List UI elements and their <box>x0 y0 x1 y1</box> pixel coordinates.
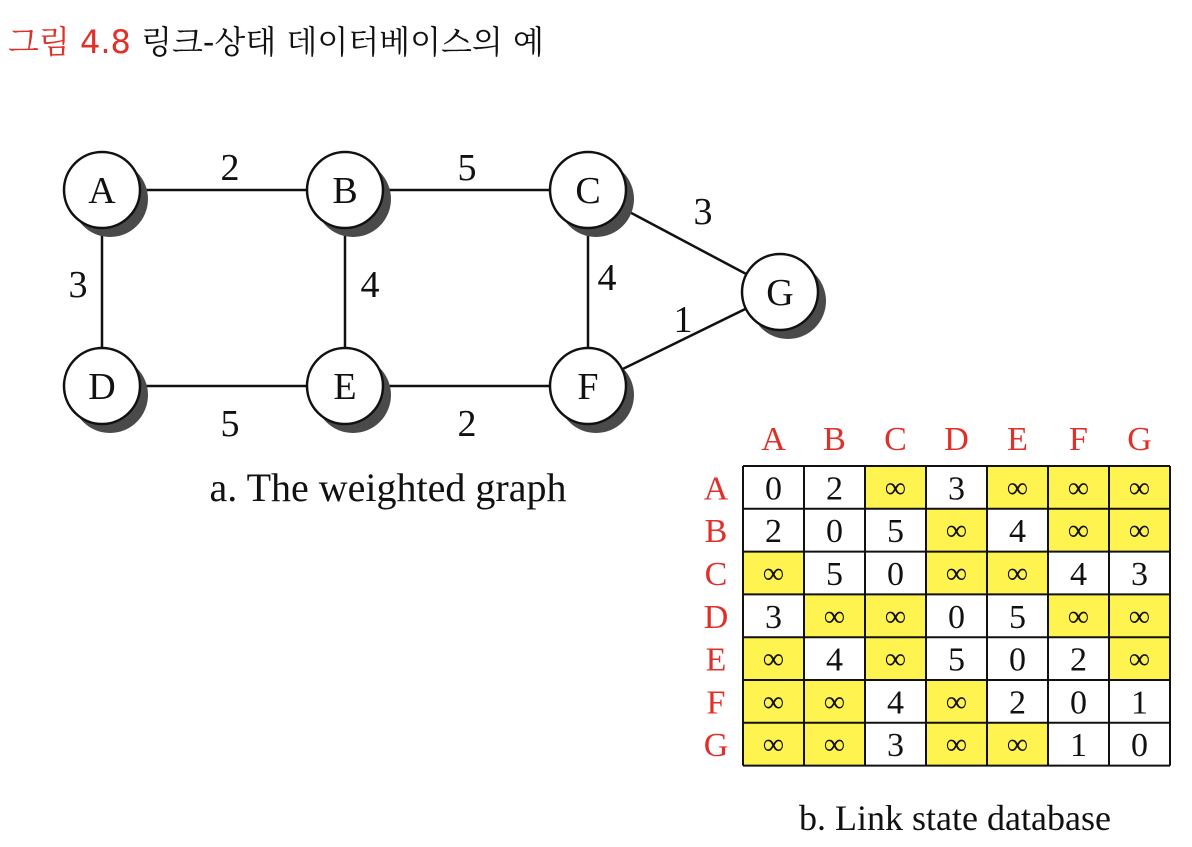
link-state-table <box>704 421 1170 766</box>
node-label: E <box>333 366 357 408</box>
row-header-b: B <box>704 513 728 551</box>
table-cell: ∞ <box>1128 642 1151 676</box>
table-cell: ∞ <box>884 471 907 505</box>
table-cell: ∞ <box>945 728 968 762</box>
table-cell: ∞ <box>945 514 968 548</box>
table-row-b <box>705 509 1170 552</box>
table-cell: 5 <box>887 513 904 551</box>
column-header-f: F <box>1069 421 1088 458</box>
edge-weight-d-e: 5 <box>220 403 240 445</box>
table-cell: 4 <box>887 684 904 722</box>
column-header-b: B <box>823 421 846 458</box>
table-cell: ∞ <box>1006 728 1029 762</box>
table-cell: ∞ <box>1128 471 1151 505</box>
table-cell: ∞ <box>762 557 785 590</box>
table-cell: 3 <box>887 727 904 765</box>
node-label: D <box>88 366 116 408</box>
table-cell: 0 <box>826 513 843 551</box>
graph-caption: a. The weighted graph <box>209 465 567 510</box>
row-header-f: F <box>706 684 726 722</box>
edge-weight-a-b: 2 <box>220 147 240 189</box>
table-cell: 0 <box>1009 641 1026 679</box>
node-e <box>307 348 391 433</box>
edge-weight-b-e: 4 <box>360 264 380 306</box>
table-cell: 3 <box>948 470 965 508</box>
table-cell: 0 <box>765 470 782 508</box>
node-c <box>550 152 634 237</box>
row-header-d: D <box>703 598 729 636</box>
edge-weight-b-c: 5 <box>457 147 477 189</box>
table-row-g <box>704 723 1170 766</box>
table-cell: ∞ <box>945 685 968 719</box>
table-cell: 4 <box>826 641 843 679</box>
table-cell: 1 <box>1131 684 1148 722</box>
node-label: F <box>577 366 599 408</box>
column-header-a: A <box>761 421 786 458</box>
column-header-g: G <box>1127 421 1152 458</box>
row-header-g: G <box>703 727 729 765</box>
node-label: C <box>575 170 601 212</box>
table-row-a <box>704 466 1170 509</box>
table-cell: 4 <box>1009 513 1026 551</box>
table-row-d <box>704 594 1170 637</box>
table-cell: ∞ <box>823 685 846 719</box>
table-cell: ∞ <box>1128 514 1151 548</box>
table-cell: ∞ <box>1128 599 1151 633</box>
column-header-e: E <box>1007 421 1028 458</box>
table-row-c <box>705 552 1170 595</box>
row-header-e: E <box>705 641 727 679</box>
table-cell: ∞ <box>884 642 907 676</box>
table-cell: 2 <box>765 513 782 551</box>
table-cell: ∞ <box>945 557 968 590</box>
table-row-f <box>707 680 1170 723</box>
table-cell: 3 <box>765 598 782 636</box>
column-header-c: C <box>884 421 907 458</box>
node-label: B <box>332 170 358 212</box>
node-label: A <box>88 170 116 212</box>
table-cell: ∞ <box>884 599 907 633</box>
node-f <box>550 348 634 433</box>
node-a <box>64 152 148 237</box>
node-d <box>64 348 148 433</box>
table-cell: ∞ <box>823 728 846 762</box>
table-cell: 2 <box>1070 641 1087 679</box>
table-cell: 5 <box>1009 598 1026 636</box>
table-cell: ∞ <box>1006 471 1029 505</box>
column-header-d: D <box>944 421 969 458</box>
edge-weight-a-d: 3 <box>68 264 88 306</box>
table-cell: 4 <box>1070 556 1087 593</box>
table-cell: 2 <box>826 470 843 508</box>
table-cell: 0 <box>948 598 965 636</box>
node-b <box>307 152 391 237</box>
edge-weight-c-f: 4 <box>597 257 617 299</box>
table-cell: ∞ <box>1067 599 1090 633</box>
figure-title-text: 링크-상태 데이터베이스의 예 <box>141 23 544 61</box>
edge-weight-f-g: 1 <box>673 299 693 341</box>
table-cell: ∞ <box>762 642 785 676</box>
table-cell: 0 <box>1131 727 1148 765</box>
table-cell: ∞ <box>762 728 785 762</box>
table-cell: ∞ <box>762 685 785 719</box>
table-cell: ∞ <box>1067 514 1090 548</box>
table-cell: 5 <box>826 556 843 593</box>
database-caption: b. Link state database <box>799 798 1111 838</box>
table-cell: ∞ <box>823 599 846 633</box>
table-cell: 3 <box>1131 556 1148 593</box>
node-label: G <box>766 272 794 314</box>
edge-weight-e-f: 2 <box>457 403 477 445</box>
graph-edges <box>69 147 781 445</box>
table-cell: 2 <box>1009 684 1026 722</box>
table-cell: ∞ <box>1067 471 1090 505</box>
table-row-e <box>706 637 1170 680</box>
table-cell: ∞ <box>1006 557 1029 590</box>
table-cell: 5 <box>948 641 965 679</box>
table-cell: 0 <box>1070 684 1087 722</box>
table-cell: 1 <box>1070 727 1087 765</box>
edge-weight-c-g: 3 <box>693 191 713 233</box>
figure-number: 그림 4.8 <box>8 23 131 61</box>
row-header-c: C <box>704 556 728 593</box>
table-cell: 0 <box>887 556 904 593</box>
node-g <box>742 254 826 339</box>
row-header-a: A <box>703 470 729 508</box>
